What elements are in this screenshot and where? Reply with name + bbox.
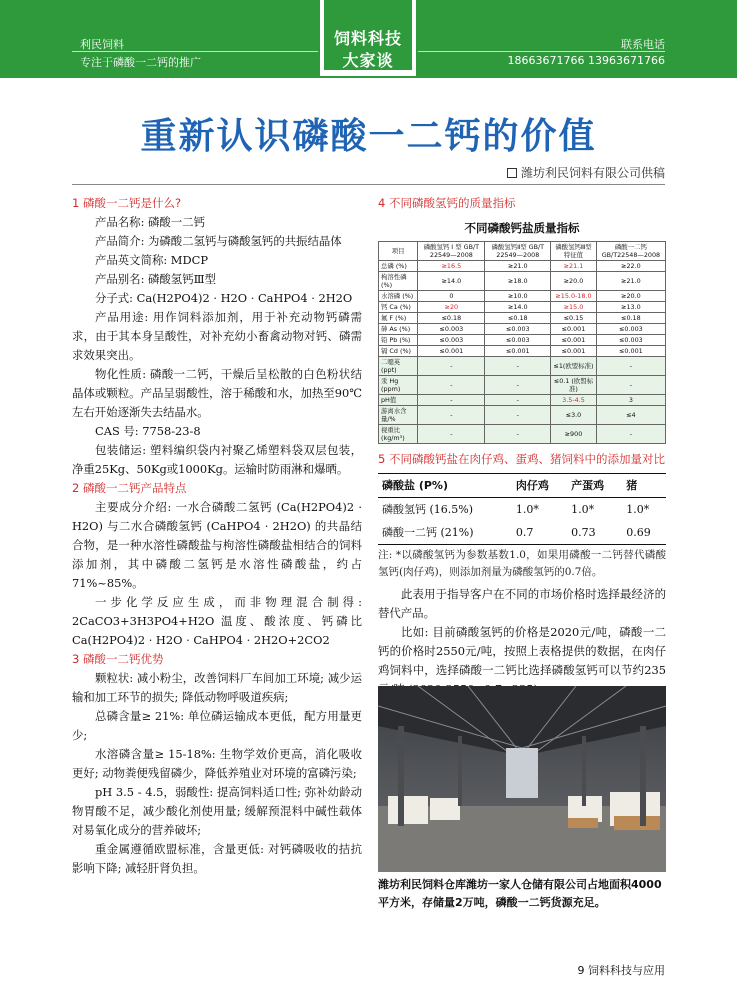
quality-table-cell: 二噁英 (ppt) <box>379 357 418 376</box>
quality-table-cell: ≥21.0 <box>485 261 551 272</box>
quality-table-cell: - <box>596 425 665 444</box>
quality-table-cell: ≤0.001 <box>485 346 551 357</box>
quality-table-cell: - <box>596 376 665 395</box>
quality-table-row <box>379 425 666 444</box>
quality-table-row <box>379 357 666 376</box>
quality-table-cell: 游离水含量/% <box>379 406 418 425</box>
quality-table-row <box>379 302 666 313</box>
quality-table-cell: ≥22.0 <box>596 261 665 272</box>
quality-table-row <box>379 313 666 324</box>
quality-table-cell: ≤0.18 <box>596 313 665 324</box>
quality-table-row <box>379 261 666 272</box>
addition-table-row <box>378 498 666 522</box>
addition-header-cell: 肉仔鸡 <box>512 474 567 498</box>
section-1-title: 1 磷酸一二钙是什么? <box>72 196 182 210</box>
quality-table-cell: pH值 <box>379 395 418 406</box>
quality-table-cell: - <box>418 376 485 395</box>
quality-header-cell: 磷酸氢钙Ⅲ型 特征值 <box>551 242 597 261</box>
addition-header-cell: 产蛋鸡 <box>567 474 622 498</box>
header-bar <box>0 0 737 78</box>
product-formula: 分子式: Ca(H2PO4)2 · H2O · CaHPO4 · 2H2O <box>95 291 353 305</box>
warehouse-photo <box>378 686 666 872</box>
quality-header-cell: 磷酸氢钙 Ⅰ 型 GB/T 22549—2008 <box>418 242 485 261</box>
product-abbr: 产品英文简称: MDCP <box>95 253 208 267</box>
quality-table-cell: ≤0.001 <box>418 346 485 357</box>
quality-table-cell: ≥14.0 <box>418 272 485 291</box>
quality-table-cell: 0 <box>418 291 485 302</box>
quality-table-cell: ≤0.003 <box>596 324 665 335</box>
quality-table-cell: ≥10.0 <box>485 291 551 302</box>
quality-table-cell: ≤0.18 <box>418 313 485 324</box>
quality-table-cell: ≤0.15 <box>551 313 597 324</box>
advantage-heavy-metal: 重金属遵循欧盟标准，含量更低: 对钙磷吸收的拮抗影响下降; 减轻肝肾负担。 <box>72 842 362 875</box>
quality-table-cell: 视重比 (kg/m³) <box>379 425 418 444</box>
quality-table-cell: - <box>485 425 551 444</box>
reaction: 一步化学反应生成，而非物理混合制得: 2CaCO3+3H3PO4+H2O 温度、酸浓度、钙磷比 Ca(H2PO4)2 · H2O · CaHPO4 · 2H2O+2CO2 <box>72 595 362 647</box>
quality-table-cell: - <box>485 376 551 395</box>
quality-table-cell: ≥20.0 <box>596 291 665 302</box>
quality-table-header <box>379 242 666 261</box>
quality-table-cell: 汞 Hg (ppm) <box>379 376 418 395</box>
quality-table-row <box>379 406 666 425</box>
quality-table-cell: ≥21.1 <box>551 261 597 272</box>
quality-table-cell: ≤3.0 <box>551 406 597 425</box>
left-column <box>72 194 362 878</box>
quality-table <box>378 241 666 444</box>
addition-table-header <box>378 474 666 498</box>
quality-table-cell: ≥15.0 <box>551 302 597 313</box>
quality-table-cell: 总磷 (%) <box>379 261 418 272</box>
quality-table-cell: 3.5-4.5 <box>551 395 597 406</box>
quality-table-cell: ≥14.0 <box>485 302 551 313</box>
quality-table-cell: ≤0.18 <box>485 313 551 324</box>
addition-table-row <box>378 521 666 545</box>
section-4-title: 4 不同磷酸氢钙的质量指标 <box>378 196 516 210</box>
column-badge-line1: 饲料科技 <box>333 29 402 48</box>
quality-table-title: 不同磷酸钙盐质量指标 <box>464 221 580 235</box>
quality-table-cell: - <box>418 395 485 406</box>
quality-table-cell: ≤4 <box>596 406 665 425</box>
quality-table-row <box>379 346 666 357</box>
addition-table <box>378 473 666 545</box>
quality-table-row <box>379 272 666 291</box>
addition-table-cell: 0.73 <box>567 521 622 545</box>
quality-table-cell: ≤0.003 <box>485 335 551 346</box>
paragraph-example: 比如: 目前磷酸氢钙的价格是2020元/吨，磷酸一二钙的价格时2550元/吨，按照上表格提供的数据，在肉仔鸡饲料中，选择磷酸一二钙比选择磷酸氢钙可以节约235 <box>378 625 666 677</box>
addition-table-cell: 磷酸一二钙 (21%) <box>378 521 512 545</box>
quality-table-cell: 铅 Pb (%) <box>379 335 418 346</box>
addition-table-cell: 1.0* <box>626 503 650 516</box>
addition-table-cell: 磷酸氢钙 (16.5%) <box>382 503 474 516</box>
section-5-title: 5 不同磷酸钙盐在肉仔鸡、蛋鸡、猪饲料中的添加量对比 <box>378 452 665 466</box>
quality-table-row <box>379 376 666 395</box>
quality-table-row <box>379 395 666 406</box>
quality-table-cell: ≤0.001 <box>551 324 597 335</box>
quality-table-cell: 钙 Ca (%) <box>379 302 418 313</box>
warehouse-illustration <box>378 686 666 872</box>
product-name: 产品名称: 磷酸一二钙 <box>95 215 205 229</box>
quality-table-cell: ≤0.003 <box>596 335 665 346</box>
checkbox-square-icon <box>507 168 517 178</box>
paragraph-guide: 此表用于指导客户在不同的市场价格时选择最经济的替代产品。 <box>378 587 666 620</box>
quality-table-cell: ≥21.0 <box>596 272 665 291</box>
product-cas: CAS 号: 7758-23-8 <box>95 424 201 438</box>
quality-header-cell: 磷酸一二钙 GB/T22548—2008 <box>596 242 665 261</box>
addition-table-cell: 0.7 <box>512 521 567 545</box>
addition-header-cell: 磷酸盐 (P%) <box>378 474 512 498</box>
photo-caption: 潍坊利民饲料仓库潍坊一家人仓储有限公司占地面积4000平方米，存储量2万吨，磷酸一二钙货源充足。 <box>378 878 662 909</box>
quality-table-cell: ≤0.003 <box>418 324 485 335</box>
quality-table-cell: - <box>596 357 665 376</box>
advantage-total-p: 总磷含量≥ 21%: 单位磷运输成本更低，配方用量更少; <box>72 709 362 742</box>
quality-table-cell: - <box>418 406 485 425</box>
quality-table-cell: ≤0.001 <box>551 346 597 357</box>
quality-table-cell: 水溶磷 (%) <box>379 291 418 302</box>
advantage-water-soluble: 水溶磷含量≥ 15-18%: 生物学效价更高，消化吸收更好; 动物粪便残留磷少，降低养殖业对环境的富磷污染; <box>72 747 362 780</box>
quality-table-row <box>379 335 666 346</box>
header-phone: 18663671766 13963671766 <box>507 54 665 67</box>
quality-table-cell: ≥20 <box>418 302 485 313</box>
header-slogan: 专注于磷酸一二钙的推广 <box>80 56 201 69</box>
source-text: 潍坊利民饲料有限公司供稿 <box>520 166 665 180</box>
quality-table-cell: 3 <box>596 395 665 406</box>
quality-table-cell: ≥900 <box>551 425 597 444</box>
quality-table-cell: ≤0.003 <box>485 324 551 335</box>
quality-table-cell: 镉 Cd (%) <box>379 346 418 357</box>
quality-table-cell: - <box>418 357 485 376</box>
quality-table-cell: ≥15.0-18.0 <box>551 291 597 302</box>
product-use: 产品用途: 用作饲料添加剂，用于补充动物钙磷需求，由于其本身呈酸性，对补充幼小畜禽动物对钙、磷需求效果突出。 <box>72 310 362 362</box>
quality-table-cell: ≤0.001 <box>551 335 597 346</box>
addition-table-cell: 1.0* <box>571 503 595 516</box>
article-source <box>507 164 665 181</box>
quality-table-cell: - <box>418 425 485 444</box>
quality-table-cell: ≤0.001 <box>596 346 665 357</box>
header-brand: 利民饲料 <box>80 38 124 51</box>
title-divider <box>72 184 665 185</box>
quality-header-cell: 磷酸氢钙Ⅱ型 GB/T 22549—2008 <box>485 242 551 261</box>
product-intro: 产品简介: 为磷酸二氢钙与磷酸氢钙的共振结晶体 <box>95 234 342 248</box>
addition-table-cell: 0.69 <box>622 521 666 545</box>
quality-table-row <box>379 291 666 302</box>
addition-header-cell: 猪 <box>622 474 666 498</box>
quality-table-cell: ≥16.5 <box>418 261 485 272</box>
right-column <box>378 194 666 699</box>
article-title: 重新认识磷酸一二钙的价值 <box>140 116 597 157</box>
main-ingredient: 主要成分介绍: 一水合磷酸二氢钙 (Ca(H2PO4)2 · H2O) 与二水合磷酸氢钙 (CaHPO4 · 2H2O) 的共晶结合物，是一种水溶性磷酸盐与枸溶性磷酸盐相结合的饲料添加剂，其中磷酸二氢钙是水溶性磷酸盐，约占71%~85%。 <box>72 500 362 590</box>
quality-table-cell: ≥18.0 <box>485 272 551 291</box>
quality-table-cell: 枸溶性磷 (%) <box>379 272 418 291</box>
product-packaging: 包装储运: 塑料编织袋内衬聚乙烯塑料袋双层包装，净重25Kg、50Kg或1000Kg。运输时防雨淋和爆晒。 <box>72 443 362 476</box>
quality-table-cell: ≤0.1 (欧盟标准) <box>551 376 597 395</box>
quality-table-cell: ≥20.0 <box>551 272 597 291</box>
quality-table-cell: - <box>485 357 551 376</box>
quality-table-cell: ≤0.003 <box>418 335 485 346</box>
product-alias: 产品别名: 磷酸氢钙Ⅲ型 <box>95 272 216 286</box>
quality-table-cell: ≤1(欧盟标准) <box>551 357 597 376</box>
column-badge-line2: 大家谈 <box>342 51 394 70</box>
section-3-title: 3 磷酸一二钙优势 <box>72 652 164 666</box>
quality-table-row <box>379 324 666 335</box>
quality-table-cell: - <box>485 395 551 406</box>
addition-table-cell: 1.0* <box>515 503 539 516</box>
page-footer: 9 饲料科技与应用 <box>577 964 665 977</box>
quality-table-cell: ≥13.0 <box>596 302 665 313</box>
section-2-title: 2 磷酸一二钙产品特点 <box>72 481 187 495</box>
column-badge <box>318 0 418 78</box>
table-note: 注: *以磷酸氢钙为参数基数1.0，如果用磷酸一二钙替代磷酸氢钙(肉仔鸡)，则添加剂量为磷酸氢钙的0.7倍。 <box>378 549 666 578</box>
quality-table-cell: 砷 As (%) <box>379 324 418 335</box>
quality-header-cell: 项目 <box>379 242 418 261</box>
quality-table-cell: - <box>485 406 551 425</box>
header-contact-label: 联系电话 <box>621 38 665 51</box>
advantage-ph: pH 3.5 - 4.5，弱酸性: 提高饲料适口性; 弥补幼龄动物胃酸不足，减少酸化剂使用量; 缓解预混料中碱性载体对易氧化成分的营养破坏; <box>72 785 362 837</box>
product-physical: 物化性质: 磷酸一二钙，干燥后呈松散的白色粉状结晶体或颗粒。产品呈弱酸性，溶于稀酸和水，加热至90℃左右开始逐渐失去结晶水。 <box>72 367 362 419</box>
quality-table-cell: 氟 F (%) <box>379 313 418 324</box>
advantage-granular: 颗粒状: 减小粉尘，改善饲料厂车间加工环境; 减少运输和加工环节的损失; 降低动物呼吸道疾病; <box>72 671 362 704</box>
